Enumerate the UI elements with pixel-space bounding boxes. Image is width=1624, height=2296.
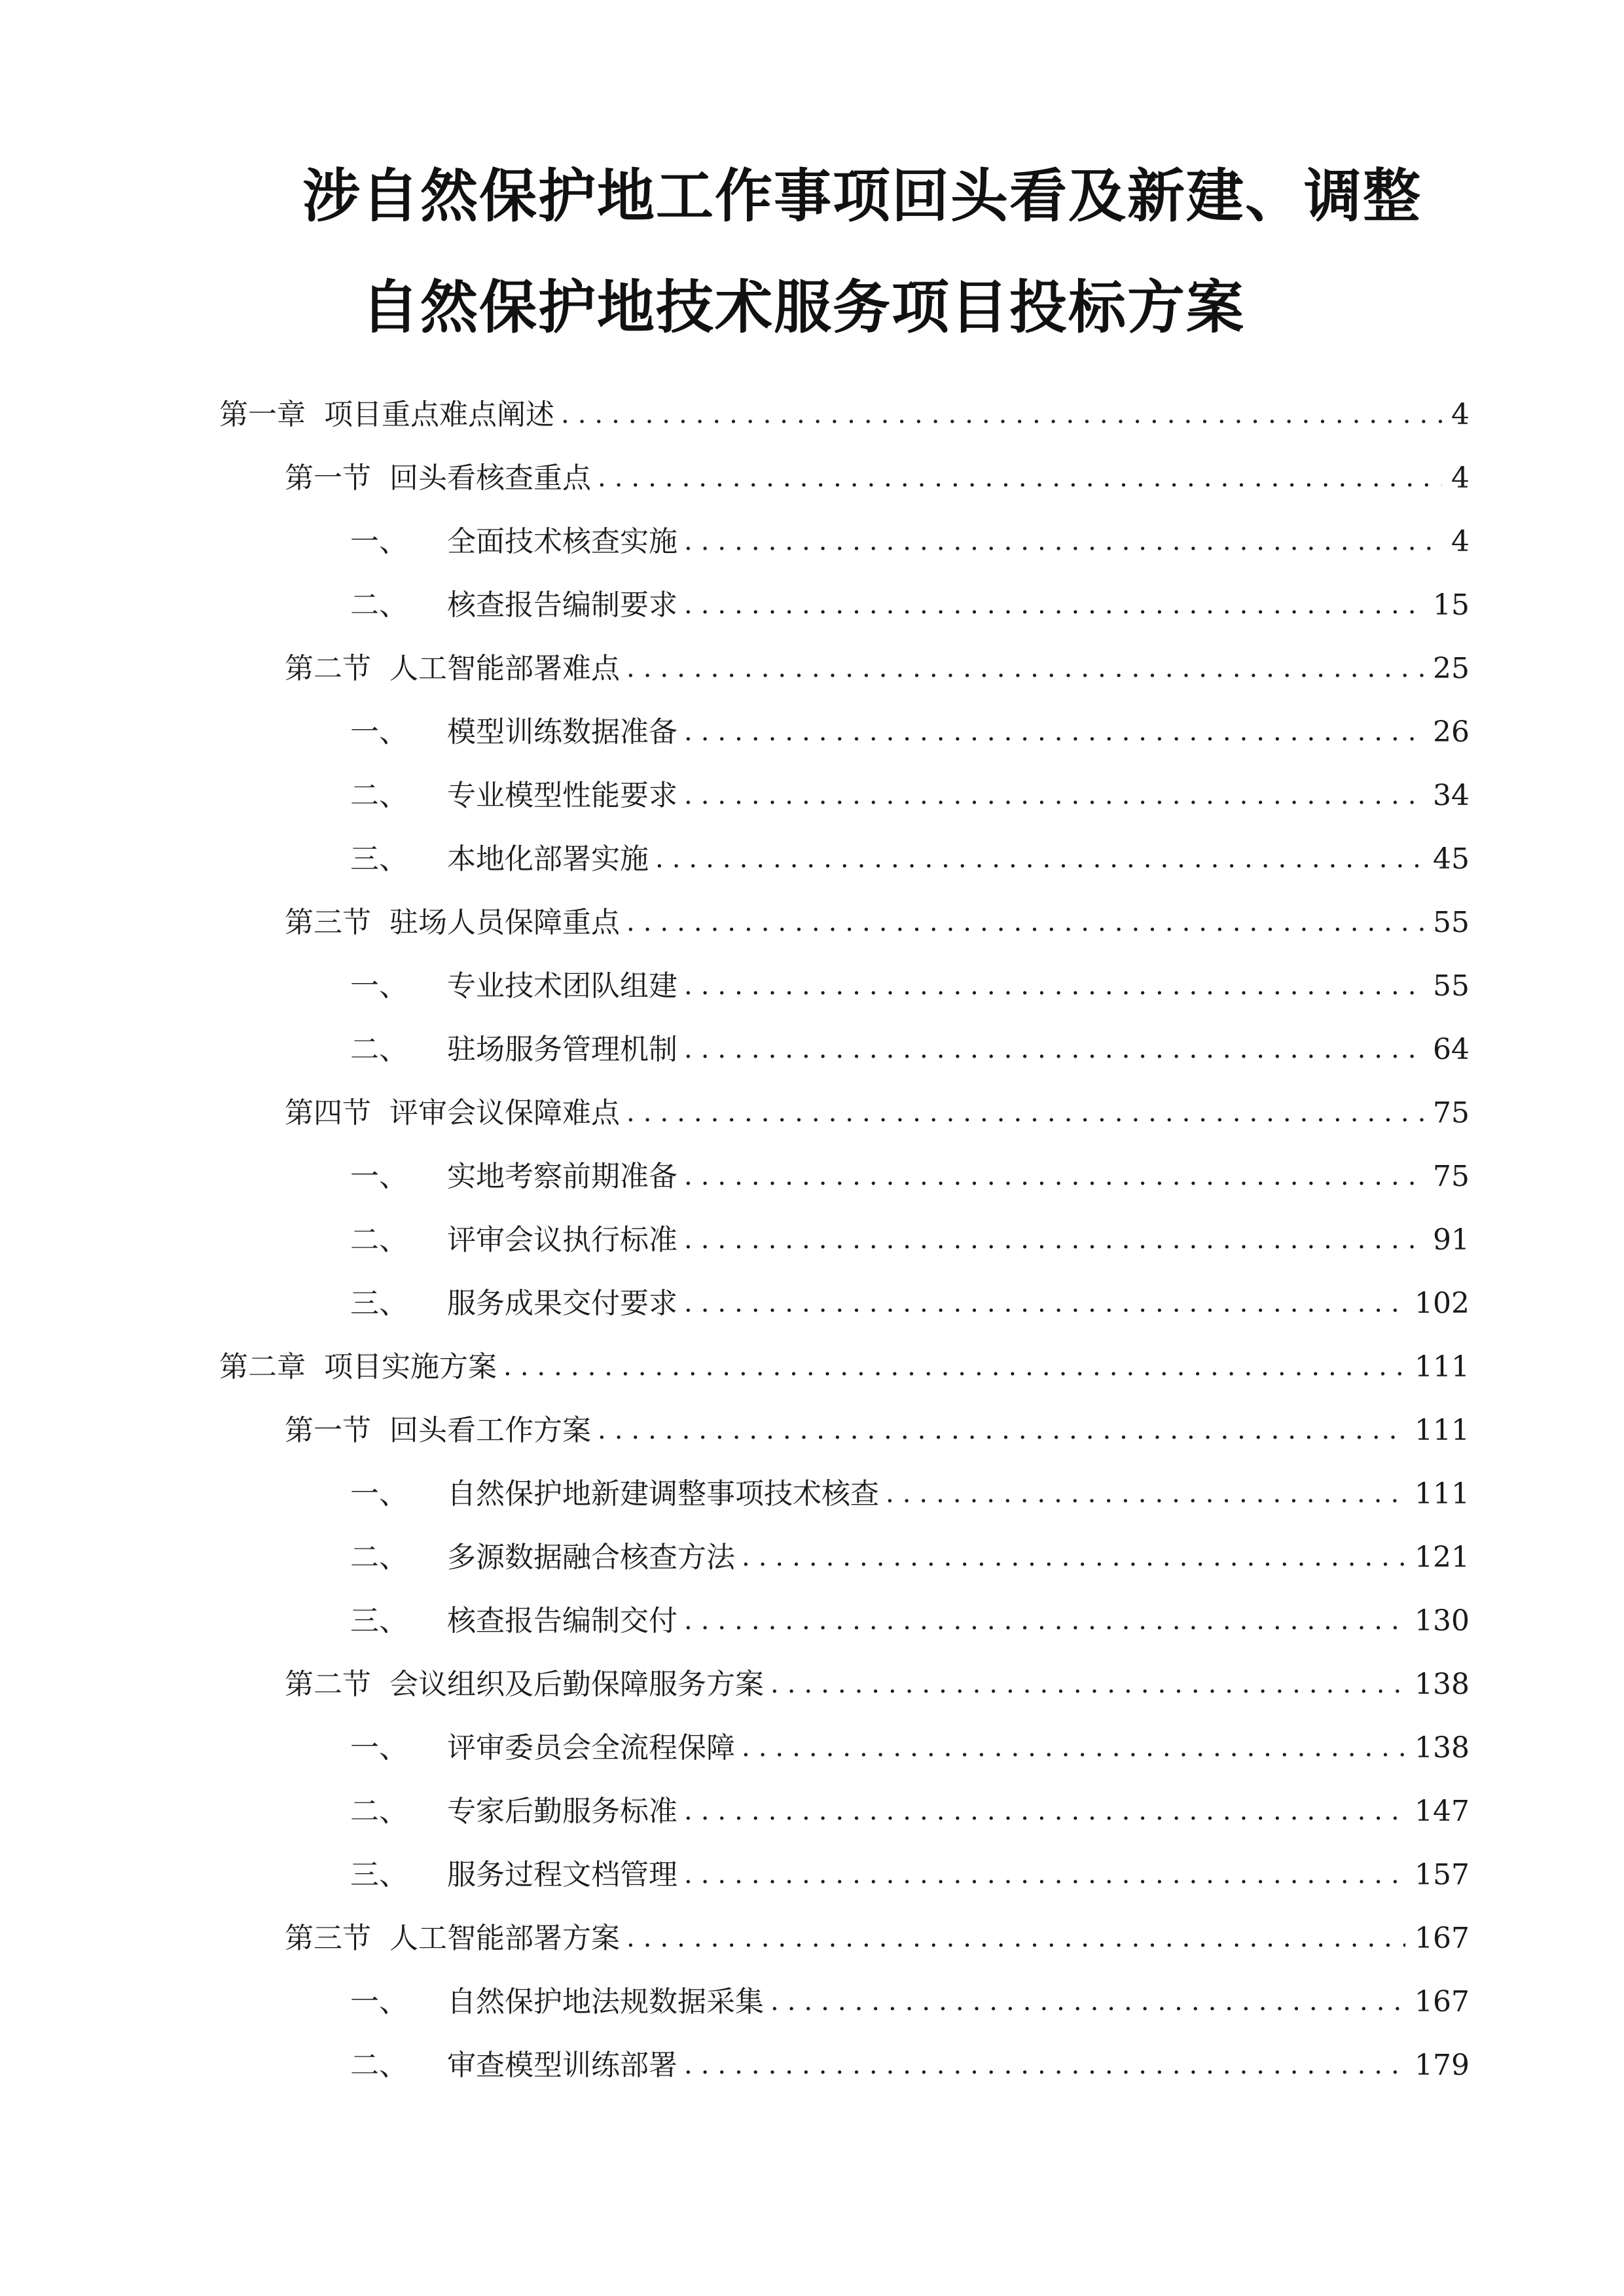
toc-dot-leader (649, 827, 1424, 891)
toc-entry-number: 一、 (350, 1477, 408, 1511)
toc-entry-number: 一、 (350, 715, 408, 749)
toc-entry-page-number: 157 (1415, 1858, 1470, 1892)
toc-entry-number: 第二节 (285, 1668, 371, 1701)
document-title-line-2: 自然保护地技术服务项目投标方案 (361, 274, 1246, 341)
toc-entry[interactable] (350, 1208, 1470, 1272)
toc-entry-label: 会议组织及后勤保障服务方案 (389, 1668, 764, 1701)
toc-entry-number: 第二章 (219, 1350, 306, 1384)
toc-dot-leader (677, 700, 1424, 764)
toc-entry-page-number: 111 (1415, 1350, 1470, 1384)
toc-dot-leader (677, 1145, 1424, 1208)
toc-entry-label: 核查报告编制要求 (447, 588, 677, 622)
toc-entry[interactable] (285, 1653, 1470, 1716)
toc-dot-leader (677, 1589, 1405, 1653)
toc-dot-leader (591, 1399, 1405, 1462)
toc-entry-label: 项目实施方案 (324, 1350, 497, 1384)
toc-entry[interactable] (350, 764, 1470, 827)
toc-entry-page-number: 15 (1433, 588, 1470, 622)
toc-entry[interactable] (350, 1716, 1470, 1780)
toc-entry-label: 审查模型训练部署 (447, 2049, 677, 2082)
toc-dot-leader (554, 383, 1442, 446)
toc-entry-page-number: 147 (1415, 1795, 1470, 1828)
toc-entry[interactable] (350, 1462, 1470, 1526)
toc-entry-number: 二、 (350, 779, 408, 812)
toc-entry[interactable] (350, 2034, 1470, 2097)
toc-entry-page-number: 4 (1451, 398, 1470, 431)
toc-dot-leader (879, 1462, 1405, 1526)
toc-entry-label: 多源数据融合核查方法 (447, 1541, 735, 1574)
toc-entry-page-number: 75 (1433, 1160, 1470, 1193)
toc-entry-label: 自然保护地法规数据采集 (447, 1985, 764, 2018)
toc-entry[interactable] (350, 954, 1470, 1018)
toc-entry-page-number: 167 (1415, 1985, 1470, 2018)
toc-entry-page-number: 111 (1415, 1477, 1470, 1511)
toc-entry-label: 专业技术团队组建 (447, 969, 677, 1003)
toc-entry-page-number: 130 (1415, 1604, 1470, 1638)
toc-entry-number: 第三节 (285, 906, 371, 939)
toc-dot-leader (677, 2034, 1405, 2097)
toc-entry-number: 一、 (350, 1731, 408, 1765)
toc-entry-number: 一、 (350, 969, 408, 1003)
toc-dot-leader (620, 891, 1424, 954)
toc-entry-page-number: 111 (1415, 1414, 1470, 1447)
toc-dot-leader (735, 1526, 1405, 1589)
toc-entry-label: 回头看工作方案 (389, 1414, 591, 1447)
toc-entry[interactable] (350, 1780, 1470, 1843)
toc-dot-leader (677, 1272, 1405, 1335)
toc-entry-number: 一、 (350, 1160, 408, 1193)
toc-entry-label: 专家后勤服务标准 (447, 1795, 677, 1828)
toc-entry-number: 第一节 (285, 1414, 371, 1447)
toc-entry-page-number: 34 (1433, 779, 1470, 812)
toc-entry[interactable] (285, 1081, 1470, 1145)
toc-entry-label: 评审会议保障难点 (389, 1096, 620, 1130)
toc-entry-label: 实地考察前期准备 (447, 1160, 677, 1193)
toc-entry-page-number: 4 (1451, 525, 1470, 558)
toc-entry-number: 第二节 (285, 652, 371, 685)
toc-entry-number: 第一章 (219, 398, 306, 431)
toc-entry-page-number: 25 (1433, 652, 1470, 685)
toc-entry-number: 三、 (350, 1604, 408, 1638)
toc-dot-leader (677, 510, 1442, 573)
toc-entry[interactable] (285, 891, 1470, 954)
toc-entry-number: 三、 (350, 842, 408, 876)
toc-entry[interactable] (350, 1843, 1470, 1907)
toc-entry-label: 模型训练数据准备 (447, 715, 677, 749)
toc-entry-label: 回头看核查重点 (389, 461, 591, 495)
toc-entry-label: 人工智能部署方案 (389, 1922, 620, 1955)
toc-entry-number: 二、 (350, 2049, 408, 2082)
toc-dot-leader (764, 1653, 1405, 1716)
toc-entry-number: 一、 (350, 1985, 408, 2018)
toc-entry[interactable] (350, 700, 1470, 764)
toc-entry-number: 三、 (350, 1287, 408, 1320)
toc-entry[interactable] (219, 1335, 1470, 1399)
toc-entry-page-number: 121 (1415, 1541, 1470, 1574)
toc-entry[interactable] (219, 383, 1470, 446)
document-title-line-1: 涉自然保护地工作事项回头看及新建、调整 (302, 162, 1422, 230)
toc-dot-leader (620, 1081, 1424, 1145)
toc-entry-label: 服务过程文档管理 (447, 1858, 677, 1892)
toc-entry-number: 三、 (350, 1858, 408, 1892)
toc-entry[interactable] (350, 573, 1470, 637)
toc-entry-number: 第三节 (285, 1922, 371, 1955)
toc-dot-leader (677, 954, 1424, 1018)
toc-dot-leader (677, 764, 1424, 827)
toc-entry[interactable] (350, 1526, 1470, 1589)
toc-entry-label: 全面技术核查实施 (447, 525, 677, 558)
toc-entry-number: 二、 (350, 588, 408, 622)
toc-entry-number: 二、 (350, 1541, 408, 1574)
toc-entry-number: 二、 (350, 1795, 408, 1828)
toc-entry-label: 评审委员会全流程保障 (447, 1731, 735, 1765)
toc-entry[interactable] (350, 510, 1470, 573)
toc-dot-leader (677, 573, 1424, 637)
toc-entry[interactable] (350, 1589, 1470, 1653)
toc-dot-leader (677, 1843, 1405, 1907)
toc-dot-leader (620, 1907, 1405, 1970)
toc-entry-label: 自然保护地新建调整事项技术核查 (447, 1477, 879, 1511)
toc-entry-label: 项目重点难点阐述 (324, 398, 554, 431)
toc-entry-label: 专业模型性能要求 (447, 779, 677, 812)
toc-entry-page-number: 75 (1433, 1096, 1470, 1130)
toc-entry[interactable] (350, 1970, 1470, 2034)
toc-entry-label: 驻场服务管理机制 (447, 1033, 677, 1066)
toc-dot-leader (677, 1018, 1424, 1081)
toc-entry[interactable] (350, 827, 1470, 891)
toc-dot-leader (620, 637, 1424, 700)
toc-entry[interactable] (285, 1399, 1470, 1462)
toc-entry-page-number: 4 (1451, 461, 1470, 495)
toc-entry-label: 人工智能部署难点 (389, 652, 620, 685)
toc-entry-number: 二、 (350, 1033, 408, 1066)
toc-entry-page-number: 55 (1433, 906, 1470, 939)
toc-entry-page-number: 26 (1433, 715, 1470, 749)
toc-entry[interactable] (285, 1907, 1470, 1970)
toc-entry-page-number: 167 (1415, 1922, 1470, 1955)
toc-entry[interactable] (350, 1018, 1470, 1081)
toc-entry[interactable] (350, 1272, 1470, 1335)
toc-entry-number: 一、 (350, 525, 408, 558)
toc-entry-number: 第四节 (285, 1096, 371, 1130)
toc-entry-label: 驻场人员保障重点 (389, 906, 620, 939)
toc-entry[interactable] (285, 637, 1470, 700)
toc-entry-label: 服务成果交付要求 (447, 1287, 677, 1320)
toc-entry-page-number: 138 (1415, 1731, 1470, 1765)
toc-entry-page-number: 179 (1415, 2049, 1470, 2082)
toc-dot-leader (735, 1716, 1405, 1780)
toc-dot-leader (591, 446, 1442, 510)
toc-dot-leader (497, 1335, 1405, 1399)
toc-entry-number: 第一节 (285, 461, 371, 495)
toc-entry-page-number: 91 (1433, 1223, 1470, 1257)
toc-entry-label: 核查报告编制交付 (447, 1604, 677, 1638)
toc-entry[interactable] (285, 446, 1470, 510)
toc-entry[interactable] (350, 1145, 1470, 1208)
toc-dot-leader (764, 1970, 1405, 2034)
toc-entry-page-number: 102 (1415, 1287, 1470, 1320)
toc-entry-label: 本地化部署实施 (447, 842, 649, 876)
toc-entry-page-number: 55 (1433, 969, 1470, 1003)
toc-entry-page-number: 138 (1415, 1668, 1470, 1701)
toc-entry-label: 评审会议执行标准 (447, 1223, 677, 1257)
toc-entry-number: 二、 (350, 1223, 408, 1257)
toc-dot-leader (677, 1780, 1405, 1843)
toc-entry-page-number: 45 (1433, 842, 1470, 876)
toc-entry-page-number: 64 (1433, 1033, 1470, 1066)
toc-dot-leader (677, 1208, 1424, 1272)
